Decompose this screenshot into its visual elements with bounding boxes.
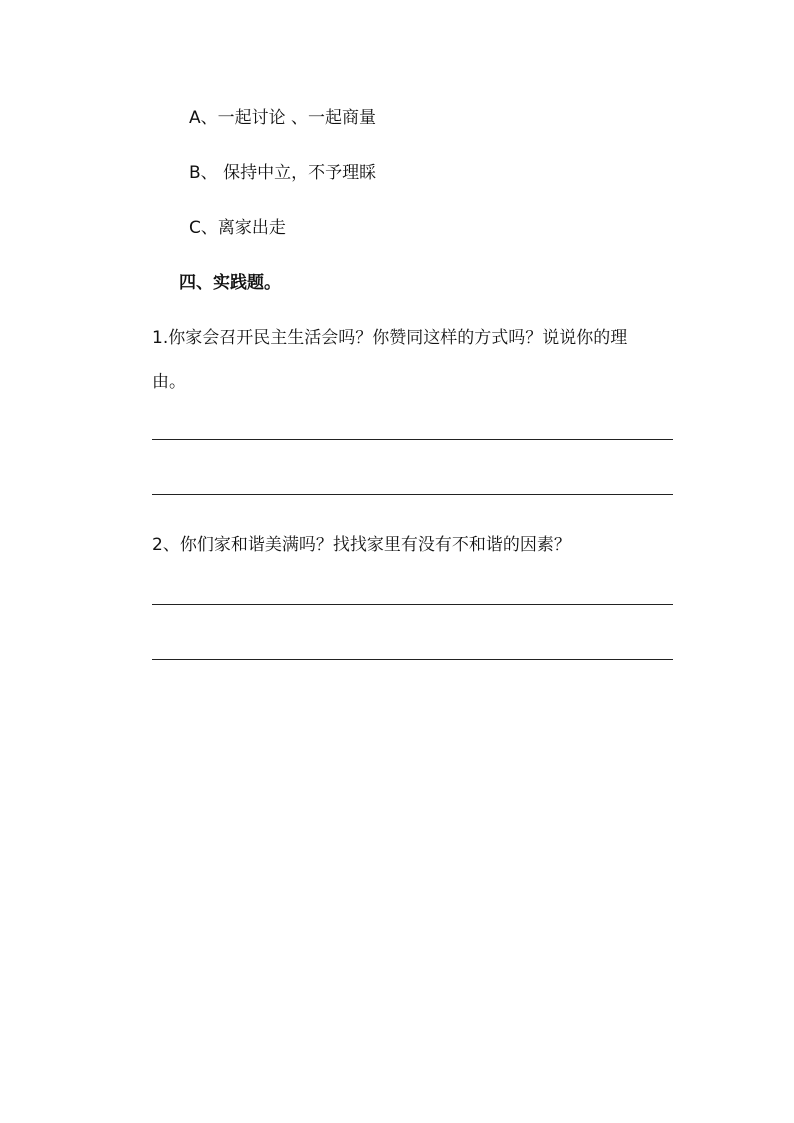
answer-line-q1-1[interactable] [152,439,673,440]
option-c: C、离家出走 [189,218,286,238]
answer-line-q2-1[interactable] [152,604,673,605]
option-a: A、一起讨论 、一起商量 [189,108,377,128]
question-1-line-1: 1.你家会召开民主生活会吗？你赞同这样的方式吗？说说你的理 [152,328,628,348]
section-heading-practice: 四、实践题。 [179,273,281,293]
option-b: B、 保持中立，不予理睬 [189,163,377,183]
answer-line-q1-2[interactable] [152,494,673,495]
question-1-line-2: 由。 [152,372,186,392]
question-2-line-1: 2、你们家和谐美满吗？找找家里有没有不和谐的因素？ [152,535,571,555]
answer-line-q2-2[interactable] [152,659,673,660]
